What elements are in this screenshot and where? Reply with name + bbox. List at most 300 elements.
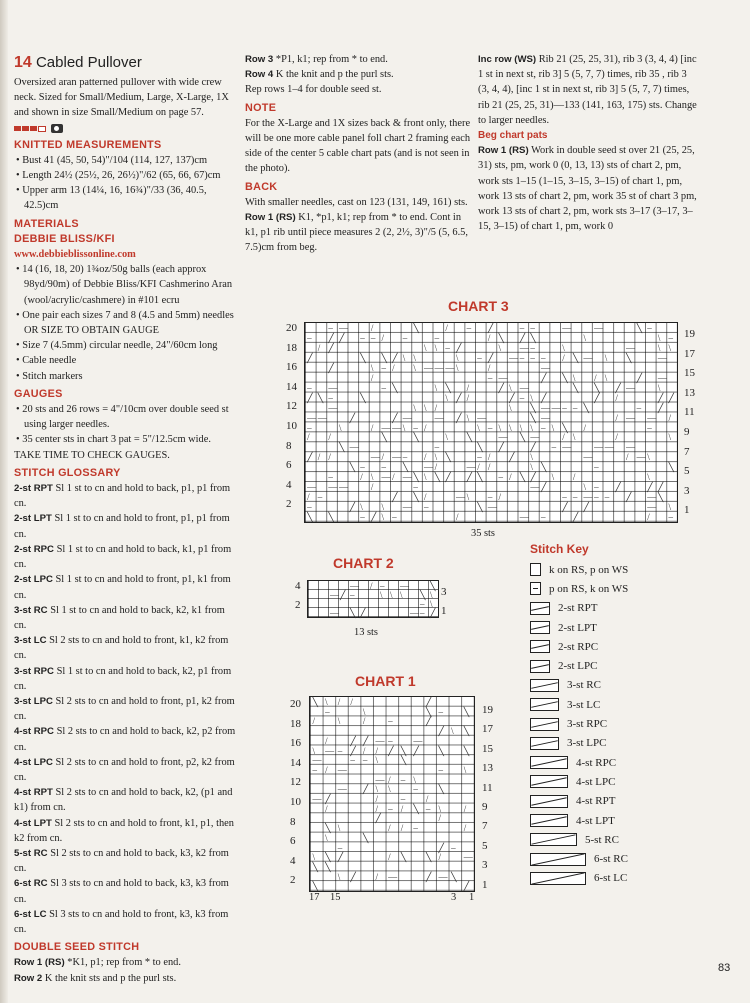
stitch-key-label: 2-st RPC (558, 640, 599, 653)
chart-stitch-symbol: ╲ (325, 823, 331, 834)
chart-stitch-symbol: – (540, 512, 546, 523)
stitch-key-item (530, 753, 730, 772)
chart-stitch-symbol: / (350, 697, 353, 707)
chart-stitch-symbol: — (410, 608, 419, 618)
chart-stitch-symbol: / (317, 452, 321, 463)
page-number: 83 (718, 962, 731, 974)
row-number: 17 (684, 347, 695, 360)
chart-stitch-symbol: ╱ (519, 332, 526, 343)
chart-stitch-symbol: \ (337, 823, 341, 834)
2-st-rpt-icon (530, 602, 550, 615)
materials-brand: DEBBIE BLISS/KFI (14, 232, 115, 245)
material-item: • Cable needle (16, 355, 77, 367)
chart-stitch-symbol: — (375, 774, 385, 785)
stitch-key-label: 4-st RPC (576, 756, 617, 769)
chart-stitch-symbol: – (381, 382, 387, 393)
chart-stitch-symbol: — (540, 412, 550, 423)
column-middle (245, 52, 473, 256)
chart-stitch-symbol: — (424, 462, 434, 473)
material-item: • Stitch markers (16, 370, 83, 382)
chart-stitch-symbol: \ (402, 352, 406, 363)
chart-stitch-symbol: — (388, 871, 398, 882)
chart-stitch-symbol: \ (647, 452, 650, 463)
row-number: 3 (441, 586, 447, 598)
glossary-text: Sl 2 sts to cn and hold to front, k1, p1, then k2 from cn. (14, 817, 234, 844)
chart-stitch-symbol: — (328, 402, 338, 413)
chart-stitch-symbol: / (312, 716, 316, 727)
chart-stitch-symbol: / (487, 462, 491, 473)
chart-stitch-symbol: ╲ (463, 745, 470, 756)
chart-stitch-symbol: ╲ (425, 706, 432, 717)
chart-stitch-symbol: – (413, 784, 418, 795)
double-seed-row: Row 3 *P1, k1; rep from * to end. (245, 54, 388, 65)
glossary-list (14, 481, 238, 937)
chart-stitch-symbol: – (572, 402, 578, 413)
glossary-text: Sl 1 st to cn and hold to back, k2, k1 from cn. (14, 604, 225, 631)
chart-stitch-symbol: \ (572, 372, 576, 383)
chart-stitch-symbol: \ (583, 332, 587, 343)
stitch-key-label: 4-st LPC (576, 775, 616, 788)
chart-stitch-symbol: \ (381, 502, 385, 513)
chart-stitch-symbol: – (350, 755, 355, 766)
chart-stitch-symbol: – (668, 332, 674, 343)
chart-stitch-symbol: \ (657, 382, 661, 393)
chart-stitch-symbol: ╱ (594, 392, 600, 403)
chart-stitch-symbol: \ (530, 452, 533, 463)
chart-stitch-symbol: ╲ (451, 871, 457, 882)
chart-stitch-symbol: – (328, 472, 333, 483)
chart-stitch-symbol: ╲ (425, 852, 432, 863)
glossary-abbr: 3-st RC (14, 604, 48, 616)
chart-stitch-symbol: — (328, 482, 338, 493)
chart-stitch-symbol: — (498, 372, 508, 383)
glossary-item (14, 603, 238, 633)
chart-stitch-symbol: ╱ (340, 590, 346, 600)
chart-stitch-symbol: / (424, 492, 427, 503)
chart-stitch-symbol: \ (360, 502, 363, 513)
glossary-item (14, 511, 238, 541)
glossary-abbr: 2-st LPT (14, 513, 52, 525)
row-number: 18 (290, 717, 301, 730)
chart-stitch-symbol: ╱ (362, 784, 369, 795)
chart-stitch-symbol: – (388, 716, 393, 727)
measurement-item: • Upper arm 13 (14¼, 16, 16¾)"/33 (36, 40.5, 42.5)cm (16, 185, 207, 212)
chart-stitch-symbol: — (402, 472, 412, 483)
chart-stitch-symbol: ╱ (487, 323, 494, 333)
chart-stitch-symbol: ╱ (307, 352, 313, 363)
stitch-key-item (530, 792, 730, 811)
chart-stitch-symbol: \ (562, 342, 565, 353)
chart-stitch-symbol: ╱ (349, 502, 356, 513)
glossary-text: Sl 1 st to cn and hold to back, k1, p1 from cn. (14, 543, 232, 571)
chart-stitch-symbol: ╲ (583, 402, 589, 413)
chart-stitch-symbol: – (487, 422, 493, 433)
skill-bar (30, 126, 37, 131)
chart-stitch-symbol: / (425, 794, 429, 804)
chart-stitch-symbol: / (615, 432, 618, 443)
chart-stitch-symbol: ╲ (413, 472, 419, 483)
row-number: 6 (286, 459, 292, 472)
chart-stitch-symbol: — (402, 502, 412, 513)
chart-stitch-symbol: – (392, 512, 397, 523)
stitch-key-item (530, 579, 730, 598)
gauge-check: TAKE TIME TO CHECK GAUGES. (14, 449, 170, 461)
chart-stitch-symbol: ╲ (402, 462, 409, 473)
chart-stitch-symbol: \ (572, 432, 576, 443)
chart-stitch-symbol: / (509, 472, 512, 483)
row-number: 16 (290, 737, 301, 750)
chart-stitch-symbol: — (551, 402, 561, 413)
chart-stitch-symbol: ╲ (445, 452, 451, 463)
chart-stitch-symbol: — (594, 323, 604, 333)
chart-stitch-symbol: ╱ (487, 352, 494, 363)
chart-stitch-symbol: \ (530, 462, 533, 473)
skill-bar-empty (38, 126, 46, 132)
chart-stitch-symbol: / (388, 774, 391, 785)
chart-stitch-symbol: — (402, 412, 412, 423)
chart-stitch-symbol: — (636, 452, 646, 463)
chart-stitch-symbol: / (370, 372, 374, 383)
chart-stitch-symbol: ╲ (362, 832, 369, 843)
stitch-key-item (530, 560, 730, 579)
chart-stitch-symbol: – (381, 362, 387, 373)
chart-stitch-symbol: — (562, 442, 572, 453)
chart-stitch-symbol: ╱ (668, 392, 674, 403)
stitch-key-label: 3-st RC (567, 679, 601, 692)
glossary-item (14, 481, 238, 511)
row-number: 11 (482, 781, 493, 794)
row-number: 4 (290, 854, 296, 867)
chart-stitch-symbol: — (583, 492, 593, 503)
2-st-rpc-icon (530, 640, 550, 653)
chart-stitch-symbol: ╲ (498, 332, 504, 343)
chart-stitch-symbol: / (434, 402, 438, 413)
stitch-key-label: 4-st LPT (576, 814, 615, 827)
chart-stitch-symbol: ╲ (434, 472, 441, 483)
row-number: 15 (684, 367, 695, 380)
glossary-abbr: 4-st LPT (14, 817, 52, 829)
chart-stitch-symbol: ╲ (657, 492, 664, 503)
chart-stitch-symbol: – (498, 472, 503, 483)
row-number: 11 (684, 406, 695, 419)
chart1-stitch-number: 17 (309, 892, 320, 903)
chart-stitch-symbol: \ (413, 774, 416, 785)
chart-stitch-symbol: \ (381, 512, 385, 523)
glossary-text: Sl 3 sts to cn and hold to back, k3, k3 from cn. (14, 878, 229, 905)
row-number: 12 (286, 400, 297, 413)
row-number: 18 (286, 341, 297, 354)
chart-stitch-symbol: \ (604, 372, 608, 383)
chart-stitch-symbol: ╲ (400, 852, 407, 863)
chart-stitch-symbol: — (463, 852, 473, 863)
row-number: 13 (482, 762, 493, 775)
chart-stitch-symbol: — (583, 452, 593, 463)
material-item: • 14 (16, 18, 20) 1¾oz/50g balls (each approx 98yd/90m) of Debbie Bliss/KFI Cashmerino Aran (wool/acrylic/cashmere) in #101 ecru (16, 264, 233, 306)
chart-stitch-symbol: – (434, 442, 440, 453)
chart-stitch-symbol: – (402, 332, 408, 343)
chart-stitch-symbol: – (519, 352, 525, 363)
chart-stitch-symbol: – (307, 422, 312, 433)
chart-stitch-symbol: / (615, 392, 618, 403)
3-st-rpc-icon (530, 718, 559, 731)
chart-stitch-symbol: ╲ (400, 745, 407, 756)
3-st-lc-icon (530, 698, 559, 711)
chart-stitch-symbol: / (498, 492, 501, 503)
chart-stitch-symbol: ╲ (307, 512, 313, 523)
chart-stitch-symbol: ╱ (463, 881, 470, 892)
row-number: 10 (290, 796, 301, 808)
chart-stitch-symbol: ╲ (400, 755, 407, 766)
chart-stitch-symbol: \ (466, 412, 470, 423)
chart-stitch-symbol: ╲ (530, 332, 536, 343)
glossary-abbr: 3-st LC (14, 635, 47, 647)
2-st-lpt-icon (530, 621, 550, 634)
chart-stitch-symbol: — (657, 352, 667, 363)
purl-square-icon (530, 582, 541, 595)
chart-stitch-symbol: – (307, 502, 312, 513)
chart-stitch-symbol: \ (455, 352, 459, 363)
chart-stitch-symbol: / (370, 581, 373, 591)
chart-stitch-symbol: \ (509, 382, 512, 393)
chart-stitch-symbol: / (307, 492, 310, 503)
chart-stitch-symbol: \ (434, 342, 438, 353)
row-number: 4 (295, 580, 301, 592)
double-seed-row: Row 4 K the knit and p the purl sts. (245, 69, 394, 81)
stitch-key-label: k on RS, p on WS (549, 563, 629, 576)
chart-stitch-symbol: \ (657, 342, 661, 353)
row-number: 9 (684, 426, 690, 438)
chart-stitch-symbol: — (328, 382, 338, 393)
chart-stitch-symbol: \ (370, 472, 374, 483)
chart-stitch-symbol: \ (424, 402, 427, 413)
row-number: 1 (482, 878, 488, 891)
stitch-key-label: p on RS, k on WS (549, 582, 629, 595)
chart-stitch-symbol: \ (430, 599, 433, 609)
chart-stitch-symbol: ╲ (381, 432, 387, 443)
chart1-grid (309, 696, 475, 892)
chart-stitch-symbol: ╲ (381, 352, 387, 363)
chart-stitch-symbol: \ (339, 422, 342, 433)
chart-stitch-symbol: ╱ (647, 482, 653, 493)
row-number: 16 (286, 361, 297, 374)
chart-stitch-symbol: ╱ (530, 442, 536, 453)
glossary-item (14, 785, 238, 815)
row-number: 14 (290, 756, 301, 769)
chart-stitch-symbol: – (424, 502, 429, 513)
chart-stitch-symbol: ╱ (626, 492, 632, 503)
chart-stitch-symbol: — (530, 432, 540, 443)
chart-stitch-symbol: – (438, 706, 444, 717)
chart-stitch-symbol: / (615, 412, 618, 423)
chart-stitch-symbol: — (339, 482, 349, 493)
chart-stitch-symbol: — (519, 512, 529, 523)
chart-stitch-symbol: \ (668, 502, 672, 513)
stitch-key-item (530, 714, 730, 733)
chart-stitch-symbol: \ (509, 422, 512, 433)
glossary-abbr: 6-st LC (14, 908, 47, 920)
chart-stitch-symbol: – (540, 352, 546, 363)
chart-stitch-symbol: ╱ (455, 392, 462, 403)
3-st-lpc-icon (530, 737, 559, 750)
chart-stitch-symbol: / (328, 432, 331, 443)
glossary-heading: STITCH GLOSSARY (14, 466, 121, 479)
double-seed-repeat: Rep rows 1–4 for double seed st. (245, 84, 382, 96)
chart-stitch-symbol: – (668, 512, 674, 523)
chart-stitch-symbol: / (388, 852, 391, 863)
chart-stitch-symbol: – (466, 323, 472, 333)
glossary-abbr: 3-st RPC (14, 665, 54, 677)
chart-stitch-symbol: \ (400, 590, 403, 600)
column-right (478, 52, 700, 234)
chart-stitch-symbol: ╲ (350, 608, 356, 618)
chart-stitch-symbol: ╲ (325, 852, 331, 863)
6-st-lc-icon (530, 872, 586, 885)
chart-stitch-symbol: \ (424, 342, 427, 353)
stitch-key-item (530, 656, 730, 675)
chart-stitch-symbol: – (350, 590, 355, 600)
materials-website-link[interactable]: www.debbieblissonline.com (14, 249, 136, 261)
chart-stitch-symbol: — (325, 745, 335, 756)
chart-stitch-symbol: — (647, 412, 657, 423)
chart-stitch-symbol: \ (325, 832, 328, 843)
chart-stitch-symbol: \ (325, 697, 328, 707)
chart-stitch-symbol: / (455, 512, 459, 523)
chart-stitch-symbol: – (487, 492, 493, 503)
chart-stitch-symbol: ╲ (312, 881, 318, 892)
chart-stitch-symbol: — (487, 502, 497, 513)
chart-stitch-symbol: \ (668, 432, 672, 443)
row-number: 20 (290, 698, 301, 710)
stitch-key-item (530, 830, 730, 849)
chart-stitch-symbol: — (381, 472, 391, 483)
gauge-item: • 20 sts and 26 rows = 4"/10cm over double seed st using larger needles. (16, 404, 229, 431)
stitch-key-item (530, 676, 730, 695)
chart-stitch-symbol: ╱ (362, 735, 369, 746)
glossary-abbr: 5-st RC (14, 847, 48, 859)
chart1-title: CHART 1 (355, 673, 416, 689)
chart-stitch-symbol: ╲ (519, 432, 526, 443)
chart-stitch-symbol: — (562, 323, 572, 333)
chart-stitch-symbol: ╲ (463, 706, 470, 717)
row-number: 7 (684, 445, 690, 458)
material-item: • One pair each sizes 7 and 8 (4.5 and 5mm) needles OR SIZE TO OBTAIN GAUGE (16, 309, 234, 337)
stitch-key-label: 4-st RPT (576, 795, 616, 808)
stitch-key-item (530, 637, 730, 656)
row-number: 10 (286, 420, 297, 432)
chart-stitch-symbol: ╲ (392, 382, 398, 393)
chart-stitch-symbol: \ (509, 402, 512, 413)
chart-stitch-symbol: ╱ (540, 392, 547, 403)
glossary-text: Sl 1 st to cn and hold to back, p1, p1 from cn. (14, 483, 231, 510)
chart-stitch-symbol: ╲ (636, 323, 643, 333)
chart-stitch-symbol: ╲ (445, 382, 451, 393)
chart-stitch-symbol: – (477, 452, 482, 463)
chart-stitch-symbol: / (370, 482, 374, 493)
chart-stitch-symbol: – (317, 492, 323, 503)
chart-stitch-symbol: — (626, 442, 636, 453)
row-number: 2 (286, 498, 292, 511)
row-number: 2 (290, 874, 296, 887)
chart-stitch-symbol: ╱ (530, 472, 536, 483)
chart-stitch-symbol: — (392, 422, 402, 433)
row-number: 5 (684, 465, 690, 478)
chart-stitch-symbol: – (413, 422, 418, 433)
chart-stitch-symbol: ╱ (540, 372, 547, 383)
chart-stitch-symbol: – (594, 492, 599, 503)
chart-stitch-symbol: ╲ (594, 382, 600, 393)
chart-stitch-symbol: – (325, 706, 330, 717)
chart-stitch-symbol: – (362, 755, 368, 766)
row-number: 4 (286, 478, 292, 491)
stitch-key-label: 3-st LPC (567, 737, 607, 750)
chart-stitch-symbol: ╲ (420, 590, 426, 600)
chart-stitch-symbol: ╱ (425, 871, 432, 882)
chart-stitch-symbol: — (647, 492, 657, 503)
chart-stitch-symbol: \ (668, 342, 672, 353)
chart-stitch-symbol: ╱ (339, 332, 345, 343)
chart-stitch-symbol: — (626, 412, 636, 423)
glossary-item (14, 876, 238, 906)
chart-stitch-symbol: / (438, 813, 442, 824)
glossary-text: Sl 2 sts to cn and hold to back, k3, k2 from cn. (14, 847, 229, 875)
chart-stitch-symbol: – (337, 842, 343, 853)
note-heading: NOTE (245, 101, 277, 114)
stitch-key-item (530, 869, 730, 888)
gauges-heading: GAUGES (14, 387, 63, 400)
chart-stitch-symbol: / (445, 323, 448, 333)
chart-stitch-symbol: \ (530, 392, 533, 403)
chart-stitch-symbol: ╲ (360, 392, 366, 403)
chart-stitch-symbol: ╲ (572, 352, 579, 363)
chart-stitch-symbol: — (438, 871, 448, 882)
pattern-description: Oversized aran patterned pullover with wide crew neck. Sized for Small/Medium, Large, X-Large, 1X and shown in size Small/Medium on page 57. (14, 77, 229, 119)
stitch-key-item (530, 695, 730, 714)
measurements-heading: KNITTED MEASUREMENTS (14, 138, 162, 151)
back-cast-on: With smaller needles, cast on 123 (131, 149, 161) sts. (245, 196, 468, 208)
back-heading: BACK (245, 180, 278, 193)
chart-stitch-symbol: / (562, 352, 565, 363)
chart-stitch-symbol: — (519, 342, 529, 353)
row-number: 1 (441, 605, 447, 617)
stitch-key-list (530, 560, 730, 888)
stitch-key-item (530, 849, 730, 868)
chart-stitch-symbol: \ (519, 422, 523, 433)
chart-stitch-symbol: \ (388, 784, 391, 795)
chart-stitch-symbol: / (424, 422, 427, 433)
stitch-key-item (530, 599, 730, 618)
chart-stitch-symbol: / (392, 362, 395, 373)
chart-stitch-symbol: \ (583, 482, 587, 493)
chart-stitch-symbol: \ (451, 726, 454, 737)
chart-stitch-symbol: / (463, 823, 467, 834)
chart-stitch-symbol: ╲ (413, 803, 419, 814)
chart-stitch-symbol: – (420, 599, 425, 609)
chart-stitch-symbol: ╲ (519, 472, 526, 483)
chart-stitch-symbol: ╲ (626, 352, 632, 363)
chart-stitch-symbol: / (572, 472, 576, 483)
chart-stitch-symbol: – (307, 332, 312, 343)
chart-stitch-symbol: ╱ (349, 412, 356, 423)
chart-stitch-symbol: ╱ (360, 608, 366, 618)
chart-stitch-symbol: / (307, 432, 310, 443)
chart-stitch-symbol: — (434, 362, 444, 373)
chart-stitch-symbol: / (381, 452, 385, 463)
chart-stitch-symbol: / (325, 803, 328, 814)
chart-stitch-symbol: — (349, 442, 359, 453)
row-number: 13 (684, 386, 695, 399)
chart-stitch-symbol: / (362, 716, 366, 727)
chart-stitch-symbol: \ (445, 392, 448, 403)
